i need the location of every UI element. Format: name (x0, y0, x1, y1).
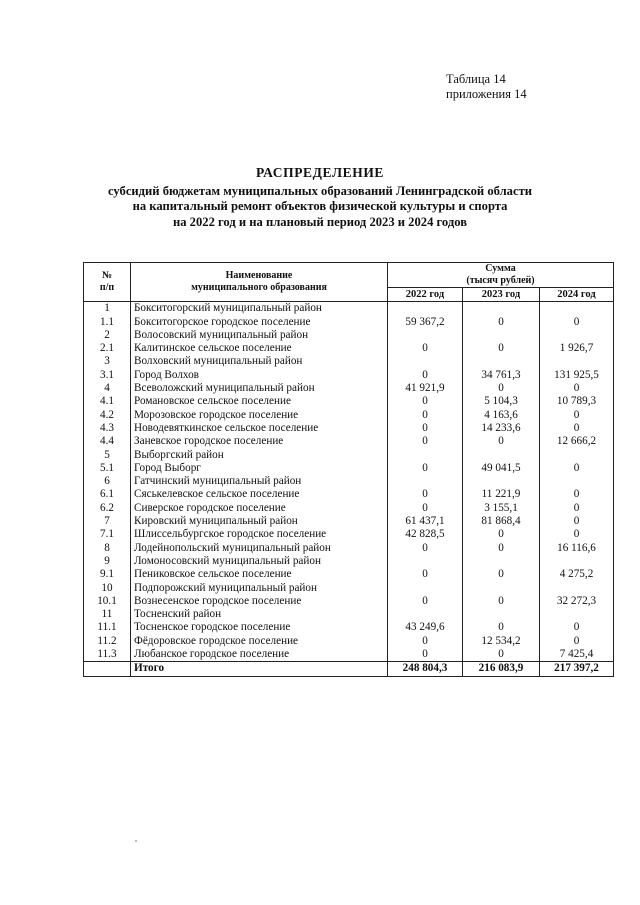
header-sum-cell (388, 263, 614, 288)
row-municipality-name: Романовское сельское поселение (131, 395, 388, 408)
row-number: 11.1 (84, 621, 131, 634)
row-municipality-name: Ломоносовский муниципальный район (131, 555, 388, 568)
subsidy-table (83, 262, 614, 677)
row-municipality-name: Пениковское сельское поселение (131, 568, 388, 581)
document-subtitle-line-1: субсидий бюджетам муниципальных образований Ленинградской области (107, 183, 533, 198)
row-municipality-name: Фёдоровское городское поселение (131, 635, 388, 648)
row-value-2023 (463, 302, 540, 316)
row-value-2023: 4 163,6 (463, 409, 540, 422)
row-value-2024 (540, 582, 614, 595)
table-row (84, 595, 614, 608)
row-value-2022: 59 367,2 (388, 316, 463, 329)
row-number: 3.1 (84, 369, 131, 382)
row-value-2023 (463, 329, 540, 342)
row-value-2024: 10 789,3 (540, 395, 614, 408)
row-municipality-name: Шлиссельбургское городское поселение (131, 528, 388, 541)
row-value-2023: 3 155,1 (463, 502, 540, 515)
table-row (84, 462, 614, 475)
row-number: 8 (84, 542, 131, 555)
table-row (84, 449, 614, 462)
row-value-2022: 0 (388, 395, 463, 408)
row-value-2024: 1 926,7 (540, 342, 614, 355)
table-header-row (84, 263, 614, 288)
row-value-2022 (388, 329, 463, 342)
document-subtitle-line-2: на капитальный ремонт объектов физической культуры и спорта (132, 199, 508, 213)
table-row (84, 302, 614, 316)
row-value-2023: 0 (463, 528, 540, 541)
table-row (84, 342, 614, 355)
annex-reference (446, 72, 527, 102)
row-value-2022: 0 (388, 568, 463, 581)
row-number: 4.1 (84, 395, 131, 408)
row-value-2022 (388, 555, 463, 568)
row-number: 2 (84, 329, 131, 342)
row-number: 2.1 (84, 342, 131, 355)
header-name-line-2: муниципального образования (191, 282, 327, 294)
header-number-cell (84, 263, 131, 302)
row-value-2023 (463, 449, 540, 462)
row-municipality-name: Вознесенское городское поселение (131, 595, 388, 608)
row-value-2023 (463, 608, 540, 621)
document-title: РАСПРЕДЕЛЕНИЕ (255, 165, 385, 180)
row-number: 4.2 (84, 409, 131, 422)
row-value-2023: 81 868,4 (463, 515, 540, 528)
header-sum-unit: (тысяч рублей) (466, 275, 535, 286)
row-number: 11 (84, 608, 131, 621)
row-value-2024: 0 (540, 502, 614, 515)
header-number-symbol: № (101, 270, 113, 282)
header-year-2023: 2023 год (463, 288, 540, 302)
row-municipality-name: Бокситогорское городское поселение (131, 316, 388, 329)
row-value-2024: 16 116,6 (540, 542, 614, 555)
table-row (84, 488, 614, 501)
scan-speck (135, 840, 137, 842)
row-value-2024: 32 272,3 (540, 595, 614, 608)
annex-table-number: Таблица 14 (446, 72, 506, 86)
table-row (84, 582, 614, 595)
row-value-2024: 0 (540, 488, 614, 501)
document-heading (0, 165, 640, 230)
row-value-2022 (388, 302, 463, 316)
row-value-2024: 0 (540, 515, 614, 528)
row-municipality-name: Волосовский муниципальный район (131, 329, 388, 342)
row-value-2022: 42 828,5 (388, 528, 463, 541)
row-value-2022: 0 (388, 502, 463, 515)
row-municipality-name: Выборгский район (131, 449, 388, 462)
row-value-2022: 0 (388, 435, 463, 448)
row-value-2024: 12 666,2 (540, 435, 614, 448)
row-value-2024: 4 275,2 (540, 568, 614, 581)
row-municipality-name: Город Волхов (131, 369, 388, 382)
row-number: 4.3 (84, 422, 131, 435)
row-value-2024 (540, 555, 614, 568)
row-municipality-name: Волховский муниципальный район (131, 355, 388, 368)
row-value-2022 (388, 608, 463, 621)
row-value-2024 (540, 329, 614, 342)
row-value-2022: 61 437,1 (388, 515, 463, 528)
row-value-2023: 0 (463, 595, 540, 608)
row-value-2024 (540, 608, 614, 621)
total-label: Итого (131, 662, 388, 676)
row-value-2022: 0 (388, 595, 463, 608)
row-municipality-name: Город Выборг (131, 462, 388, 475)
table-row (84, 635, 614, 648)
table-row (84, 422, 614, 435)
table-row (84, 382, 614, 395)
row-municipality-name: Кировский муниципальный район (131, 515, 388, 528)
row-value-2022: 0 (388, 488, 463, 501)
row-value-2023: 11 221,9 (463, 488, 540, 501)
row-value-2022: 41 921,9 (388, 382, 463, 395)
row-value-2022: 0 (388, 462, 463, 475)
row-number: 7 (84, 515, 131, 528)
row-municipality-name: Сяськелевское сельское поселение (131, 488, 388, 501)
row-number: 7.1 (84, 528, 131, 541)
row-value-2022: 0 (388, 422, 463, 435)
row-value-2022 (388, 355, 463, 368)
table-row (84, 621, 614, 634)
row-number: 5 (84, 449, 131, 462)
total-number-cell (84, 662, 131, 676)
row-number: 1.1 (84, 316, 131, 329)
row-value-2024: 0 (540, 635, 614, 648)
row-value-2022 (388, 449, 463, 462)
row-number: 3 (84, 355, 131, 368)
row-municipality-name: Тосненский район (131, 608, 388, 621)
row-value-2024: 0 (540, 621, 614, 634)
table-row (84, 475, 614, 488)
row-value-2023: 49 041,5 (463, 462, 540, 475)
table-row (84, 355, 614, 368)
row-value-2023 (463, 355, 540, 368)
table-row (84, 435, 614, 448)
row-value-2023: 0 (463, 648, 540, 662)
row-value-2022 (388, 582, 463, 595)
row-number: 11.2 (84, 635, 131, 648)
row-municipality-name: Подпорожский муниципальный район (131, 582, 388, 595)
row-value-2024: 131 925,5 (540, 369, 614, 382)
header-year-2022: 2022 год (388, 288, 463, 302)
row-value-2023 (463, 475, 540, 488)
row-value-2024: 0 (540, 409, 614, 422)
table-row (84, 369, 614, 382)
row-value-2022: 0 (388, 369, 463, 382)
row-number: 1 (84, 302, 131, 316)
row-number: 11.3 (84, 648, 131, 662)
table-row (84, 568, 614, 581)
row-value-2024: 0 (540, 382, 614, 395)
row-number: 5.1 (84, 462, 131, 475)
row-municipality-name: Всеволожский муниципальный район (131, 382, 388, 395)
annex-appendix-number: приложения 14 (446, 87, 527, 101)
header-name-line-1: Наименование (225, 270, 293, 282)
header-sum-label: Сумма (485, 263, 516, 274)
row-value-2024: 0 (540, 462, 614, 475)
row-value-2024 (540, 449, 614, 462)
table-row (84, 515, 614, 528)
row-value-2022: 0 (388, 409, 463, 422)
row-number: 6.2 (84, 502, 131, 515)
row-value-2023: 0 (463, 342, 540, 355)
row-value-2023: 0 (463, 382, 540, 395)
row-municipality-name: Гатчинский муниципальный район (131, 475, 388, 488)
table-row (84, 502, 614, 515)
row-municipality-name: Новодевяткинское сельское поселение (131, 422, 388, 435)
row-municipality-name: Калитинское сельское поселение (131, 342, 388, 355)
row-value-2024 (540, 475, 614, 488)
row-number: 4.4 (84, 435, 131, 448)
row-value-2023: 14 233,6 (463, 422, 540, 435)
row-number: 10 (84, 582, 131, 595)
row-value-2023 (463, 582, 540, 595)
row-value-2022: 43 249,6 (388, 621, 463, 634)
row-value-2023: 0 (463, 435, 540, 448)
table-row (84, 395, 614, 408)
row-value-2023: 0 (463, 316, 540, 329)
table-row (84, 648, 614, 662)
total-2022: 248 804,3 (388, 662, 463, 676)
table-row (84, 608, 614, 621)
row-municipality-name: Сиверское городское поселение (131, 502, 388, 515)
row-value-2022: 0 (388, 648, 463, 662)
row-value-2023 (463, 555, 540, 568)
table-row (84, 409, 614, 422)
row-value-2023: 5 104,3 (463, 395, 540, 408)
row-value-2022: 0 (388, 542, 463, 555)
table-row (84, 542, 614, 555)
row-number: 9 (84, 555, 131, 568)
row-municipality-name: Лодейнопольский муниципальный район (131, 542, 388, 555)
row-value-2023: 0 (463, 621, 540, 634)
header-number-abbr: п/п (99, 282, 115, 294)
row-value-2022: 0 (388, 342, 463, 355)
row-municipality-name: Тосненское городское поселение (131, 621, 388, 634)
row-municipality-name: Заневское городское поселение (131, 435, 388, 448)
row-number: 6 (84, 475, 131, 488)
row-value-2024: 0 (540, 316, 614, 329)
header-name-cell (131, 263, 388, 302)
row-number: 6.1 (84, 488, 131, 501)
row-value-2024 (540, 355, 614, 368)
row-value-2024 (540, 302, 614, 316)
header-year-2024: 2024 год (540, 288, 614, 302)
document-subtitle-line-3: на 2022 год и на плановый период 2023 и 2024 годов (172, 214, 468, 229)
row-value-2024: 7 425,4 (540, 648, 614, 662)
row-value-2023: 0 (463, 568, 540, 581)
row-value-2023: 34 761,3 (463, 369, 540, 382)
row-value-2024: 0 (540, 422, 614, 435)
total-2024: 217 397,2 (540, 662, 614, 676)
row-municipality-name: Морозовское городское поселение (131, 409, 388, 422)
row-number: 9.1 (84, 568, 131, 581)
table-row (84, 316, 614, 329)
row-number: 10.1 (84, 595, 131, 608)
row-value-2022 (388, 475, 463, 488)
row-value-2024: 0 (540, 528, 614, 541)
row-municipality-name: Любанское городское поселение (131, 648, 388, 662)
table-total-row (84, 662, 614, 676)
row-value-2023: 0 (463, 542, 540, 555)
table-row (84, 555, 614, 568)
table-row (84, 528, 614, 541)
total-2023: 216 083,9 (463, 662, 540, 676)
row-municipality-name: Бокситогорский муниципальный район (131, 302, 388, 316)
table-body (84, 302, 614, 662)
row-value-2022: 0 (388, 635, 463, 648)
row-value-2023: 12 534,2 (463, 635, 540, 648)
table-row (84, 329, 614, 342)
row-number: 4 (84, 382, 131, 395)
